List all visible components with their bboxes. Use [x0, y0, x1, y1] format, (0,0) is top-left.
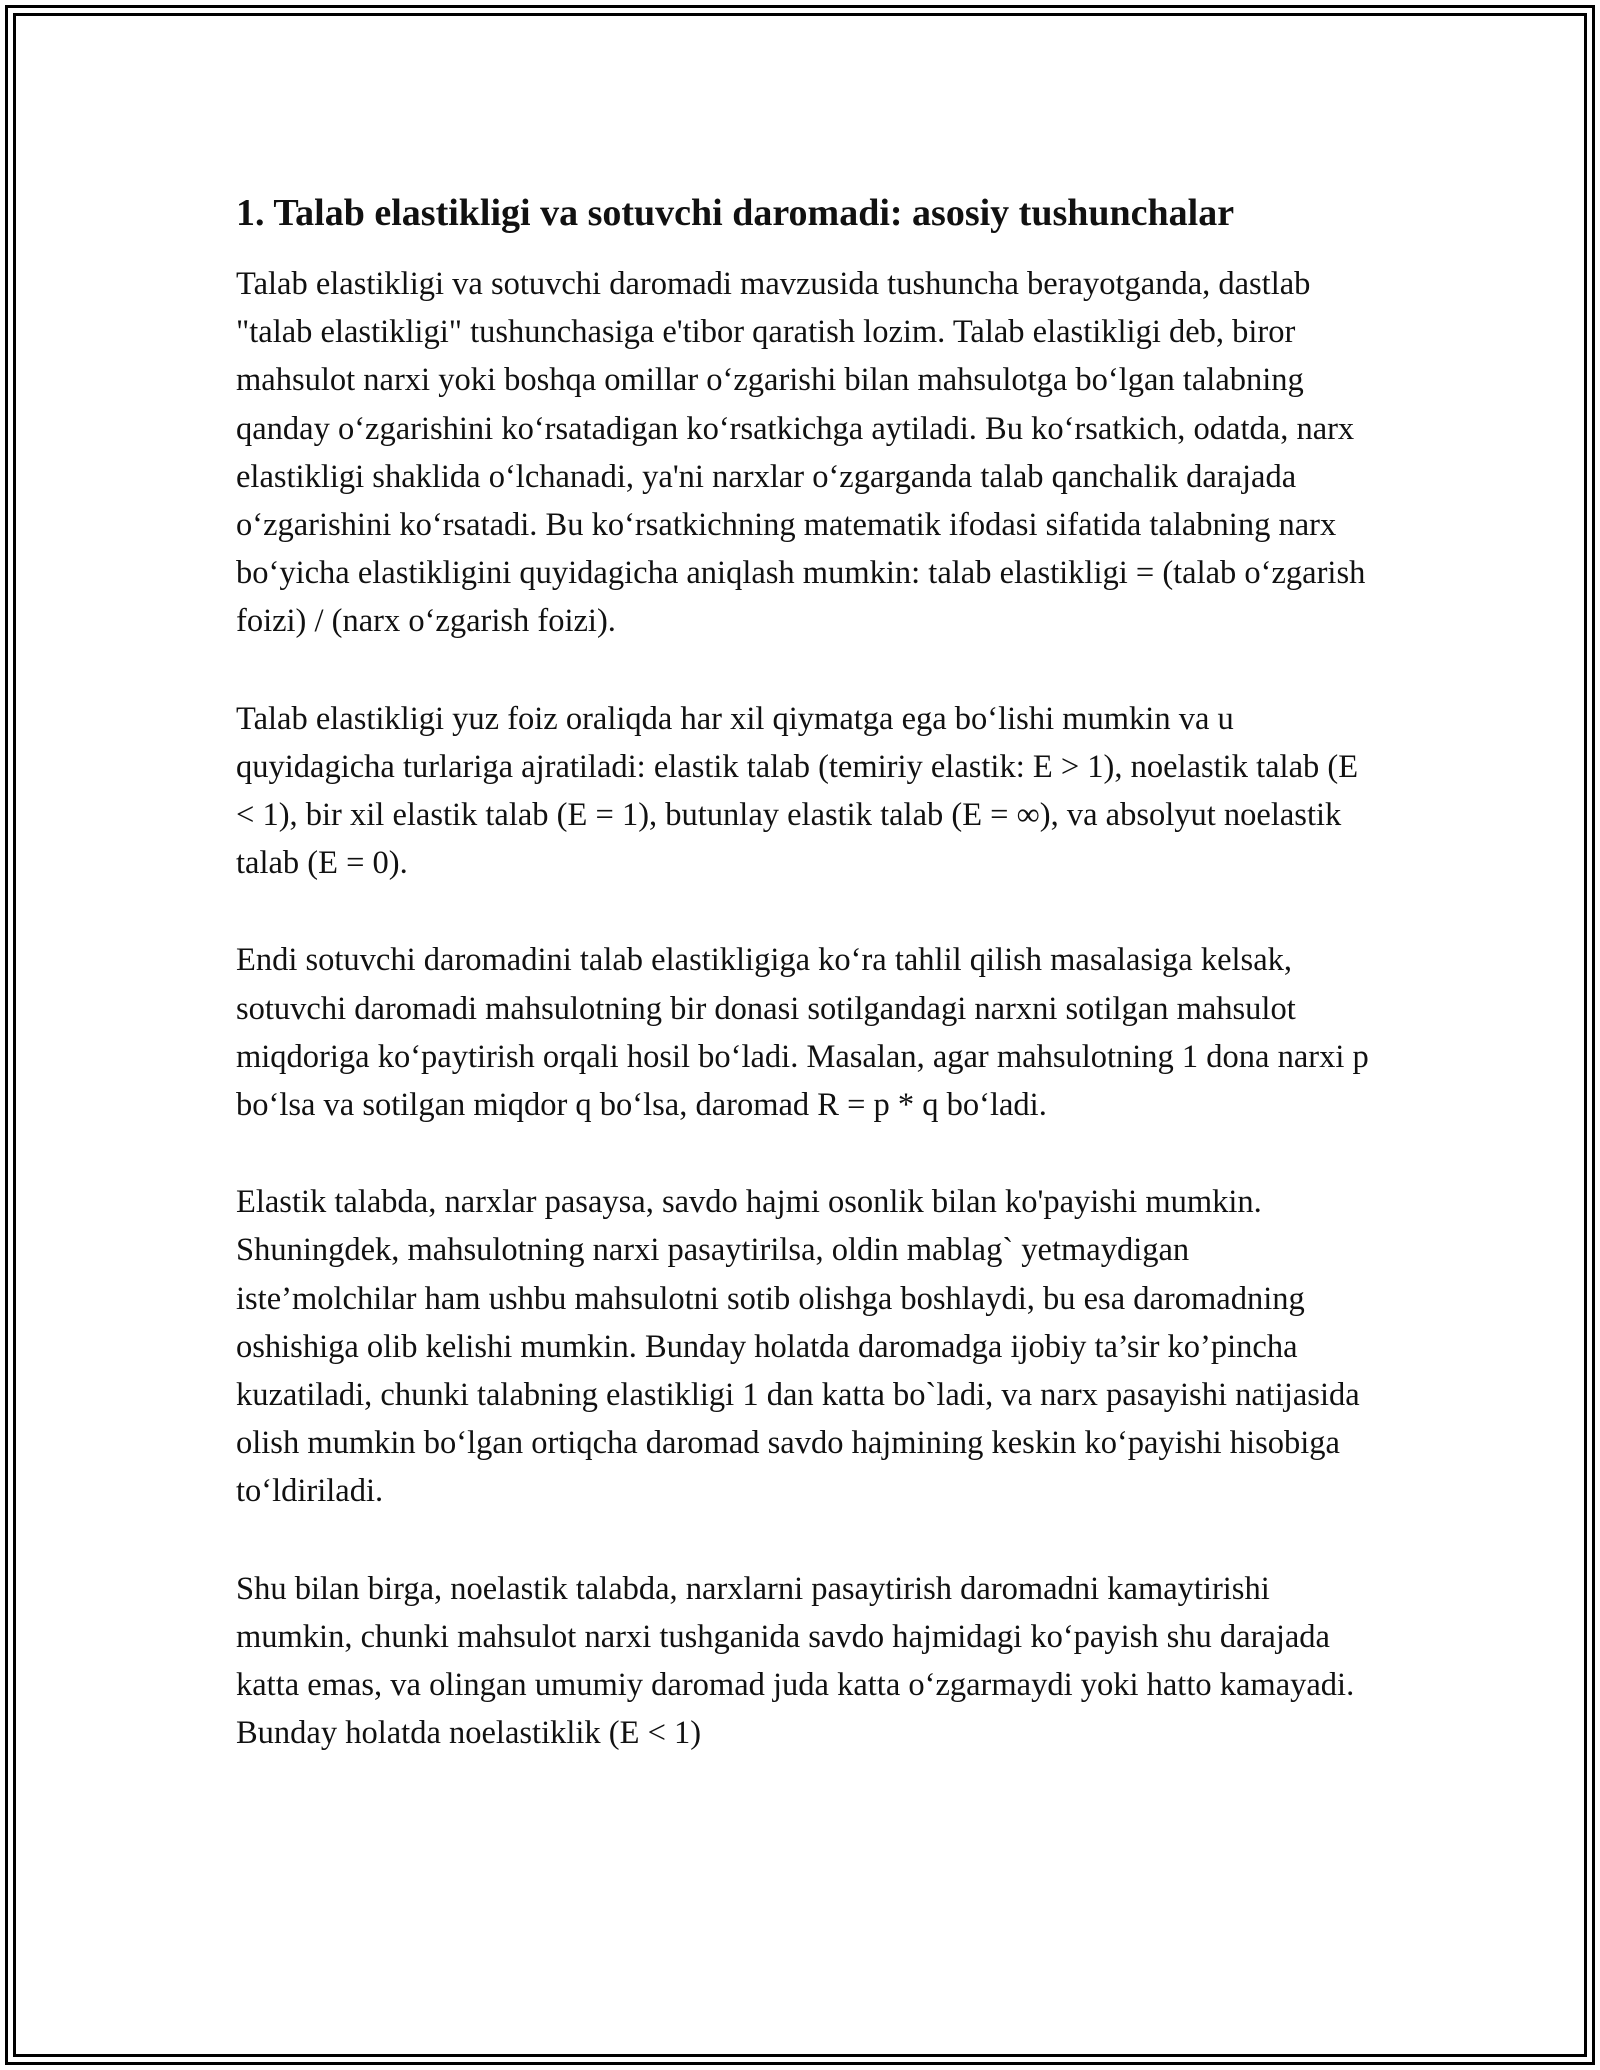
document-body: [236, 188, 1376, 1806]
paragraph-definition: Talab elastikligi va sotuvchi daromadi mavzusida tushuncha berayotganda, dastlab "talab elastikligi" tushunchasiga e'tibor qaratish lozim. Talab elastikligi deb, biror mahsulot narxi yoki boshqa omillar o‘zgarishi bilan mahsulotga bo‘lgan talabning qanday o‘zgarishini ko‘rsatadigan ko‘rsatkichga aytiladi. Bu ko‘rsatkich, odatda, narx elastikligi shaklida o‘lchanadi, ya'ni narxlar o‘zgarganda talab qanchalik darajada o‘zgarishini ko‘rsatadi. Bu ko‘rsatkichning matematik ifodasi sifatida talabning narx bo‘yicha elastikligini quyidagicha aniqlash mumkin: talab elastikligi = (talab o‘zgarish foizi) / (narx o‘zgarish foizi).: [236, 266, 1366, 640]
paragraph-elasticity-types: Talab elastikligi yuz foiz oraliqda har xil qiymatga ega bo‘lishi mumkin va u quyidagicha turlariga ajratiladi: elastik talab (temiriy elastik: E > 1), noelastik talab (E < 1), bir xil elastik talab (E = 1), butunlay elastik talab (E = ∞), va absolyut noelastik talab (E = 0).: [236, 700, 1359, 882]
section-heading: 1. Talab elastikligi va sotuvchi daromadi: asosiy tushunchalar: [236, 192, 1235, 234]
paragraph-elastic-demand: Elastik talabda, narxlar pasaysa, savdo hajmi osonlik bilan ko'payishi mumkin. Shuningdek, mahsulotning narxi pasaytirilsa, oldin mablag` yetmaydigan iste’molchilar ham ushbu mahsulotni sotib olishga boshlaydi, bu esa daromadning oshishiga olib kelishi mumkin. Bunday holatda daromadga ijobiy ta’sir ko’pincha kuzatiladi, chunki talabning elastikligi 1 dan katta bo`ladi, va narx pasayishi natijasida olish mumkin bo‘lgan ortiqcha daromad savdo hajmining keskin ko‘payishi hisobiga to‘ldiriladi.: [236, 1184, 1360, 1510]
paragraph-inelastic-demand: Shu bilan birga, noelastik talabda, narxlarni pasaytirish daromadni kamaytirishi mumkin, chunki mahsulot narxi tushganida savdo hajmidagi ko‘payish shu darajada katta emas, va olingan umumiy daromad juda katta o‘zgarmaydi yoki hatto kamayadi. Bunday holatda noelastiklik (E < 1): [236, 1570, 1355, 1752]
paragraph-seller-revenue: Endi sotuvchi daromadini talab elastikligiga ko‘ra tahlil qilish masalasiga kelsak, sotuvchi daromadi mahsulotning bir donasi sotilgandagi narxni sotilgan mahsulot miqdoriga ko‘paytirish orqali hosil bo‘ladi. Masalan, agar mahsulotning 1 dona narxi p bo‘lsa va sotilgan miqdor q bo‘lsa, daromad R = p * q bo‘ladi.: [236, 942, 1369, 1124]
